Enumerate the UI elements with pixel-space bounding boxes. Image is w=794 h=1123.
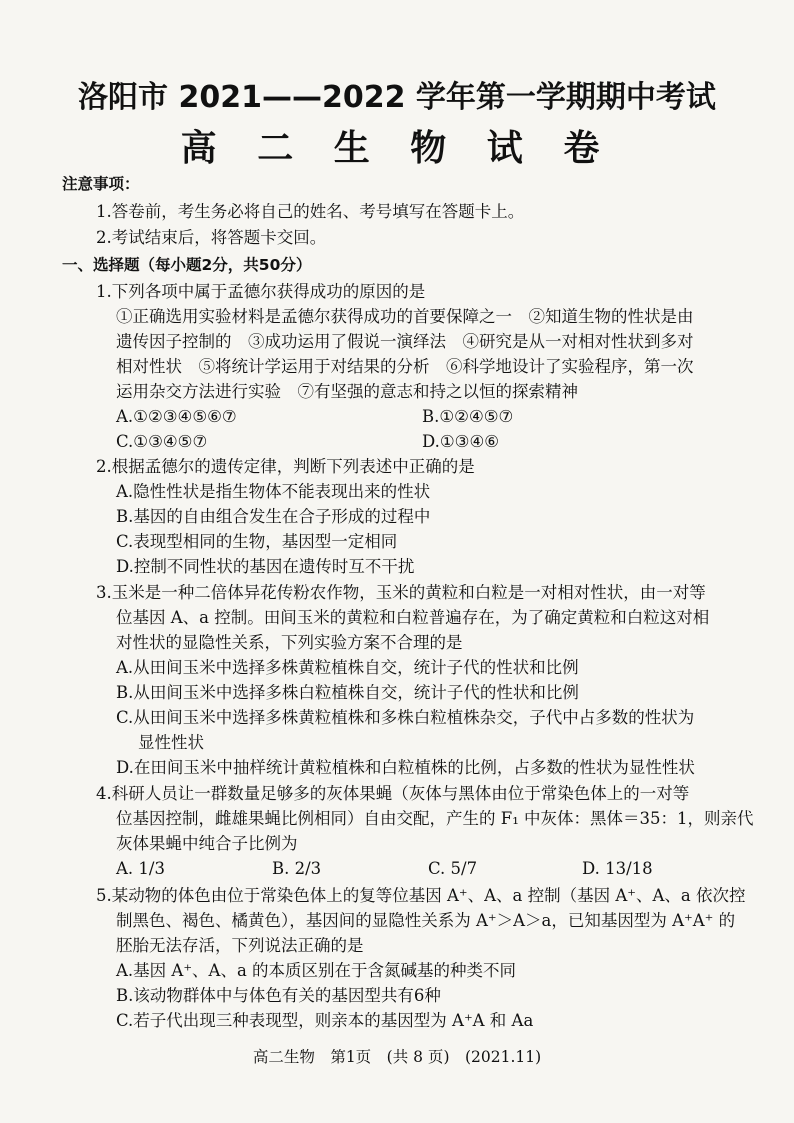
option-b: B. 2/3	[272, 859, 322, 878]
question-stem: 对性状的显隐性关系，下列实验方案不合理的是	[116, 633, 463, 652]
option-b: B.①②④⑤⑦	[422, 407, 514, 426]
option-c: C.表现型相同的生物，基因型一定相同	[116, 532, 398, 551]
option-a: A.从田间玉米中选择多株黄粒植株自交，统计子代的性状和比例	[116, 658, 579, 677]
option-c: C.从田间玉米中选择多株黄粒植株和多株白粒植株杂交，子代中占多数的性状为	[116, 708, 695, 727]
option-c-continued: 显性性状	[138, 733, 204, 752]
question-stem: ①正确选用实验材料是孟德尔获得成功的首要保障之一 ②知道生物的性状是由	[116, 307, 694, 326]
option-a: A. 1/3	[116, 859, 165, 878]
question-stem: 3.玉米是一种二倍体异花传粉农作物，玉米的黄粒和白粒是一对相对性状，由一对等	[96, 583, 706, 602]
question-stem: 胚胎无法存活，下列说法正确的是	[116, 936, 364, 955]
exam-title: 洛阳市 2021——2022 学年第一学期期中考试	[78, 80, 716, 115]
question-stem: 位基因 A、a 控制。田间玉米的黄粒和白粒普遍存在，为了确定黄粒和白粒这对相	[116, 608, 710, 627]
option-d: D.控制不同性状的基因在遗传时互不干扰	[116, 557, 415, 576]
notice-heading: 注意事项：	[62, 175, 140, 193]
page-footer: 高二生物 第1页 (共 8 页) (2021.11)	[252, 1048, 542, 1066]
question-stem: 位基因控制，雌雄果蝇比例相同）自由交配，产生的 F₁ 中灰体：黑体＝35：1，则亲代	[116, 809, 754, 828]
notice-item: 2.考试结束后，将答题卡交回。	[96, 228, 327, 247]
question-stem: 1.下列各项中属于孟德尔获得成功的原因的是	[96, 282, 426, 301]
option-a: A.基因 A⁺、A、a 的本质区别在于含氮碱基的种类不同	[116, 961, 517, 980]
question-stem: 灰体果蝇中纯合子比例为	[116, 834, 298, 853]
question-stem: 2.根据孟德尔的遗传定律，判断下列表述中正确的是	[96, 457, 475, 476]
option-d: D.①③④⑥	[422, 432, 500, 451]
option-b: B.该动物群体中与体色有关的基因型共有6种	[116, 986, 441, 1005]
option-b: B.基因的自由组合发生在合子形成的过程中	[116, 507, 431, 526]
option-d: D. 13/18	[582, 859, 653, 878]
exam-subtitle: 高 二 生 物 试 卷	[180, 128, 614, 169]
option-a: A.①②③④⑤⑥⑦	[116, 407, 237, 426]
option-c: C. 5/7	[428, 859, 478, 878]
question-stem: 遗传因子控制的 ③成功运用了假说一演绎法 ④研究是从一对相对性状到多对	[116, 332, 694, 351]
option-d: D.在田间玉米中抽样统计黄粒植株和白粒植株的比例，占多数的性状为显性性状	[116, 758, 695, 777]
question-stem: 运用杂交方法进行实验 ⑦有坚强的意志和持之以恒的探索精神	[116, 382, 578, 401]
question-stem: 5.某动物的体色由位于常染色体上的复等位基因 A⁺、A、a 控制（基因 A⁺、A、a 依次控	[96, 886, 746, 905]
option-a: A.隐性性状是指生物体不能表现出来的性状	[116, 482, 431, 501]
notice-item: 1.答卷前，考生务必将自己的姓名、考号填写在答题卡上。	[96, 202, 525, 221]
option-b: B.从田间玉米中选择多株白粒植株自交，统计子代的性状和比例	[116, 683, 579, 702]
section-heading: 一、选择题（每小题2分，共50分）	[62, 256, 312, 274]
option-c: C.若子代出现三种表现型，则亲本的基因型为 A⁺A 和 Aa	[116, 1011, 534, 1030]
question-stem: 4.科研人员让一群数量足够多的灰体果蝇（灰体与黑体由位于常染色体上的一对等	[96, 784, 690, 803]
question-stem: 相对性状 ⑤将统计学运用于对结果的分析 ⑥科学地设计了实验程序，第一次	[116, 357, 694, 376]
question-stem: 制黑色、褐色、橘黄色），基因间的显隐性关系为 A⁺＞A＞a，已知基因型为 A⁺A⁺ 的	[116, 911, 736, 930]
option-c: C.①③④⑤⑦	[116, 432, 208, 451]
